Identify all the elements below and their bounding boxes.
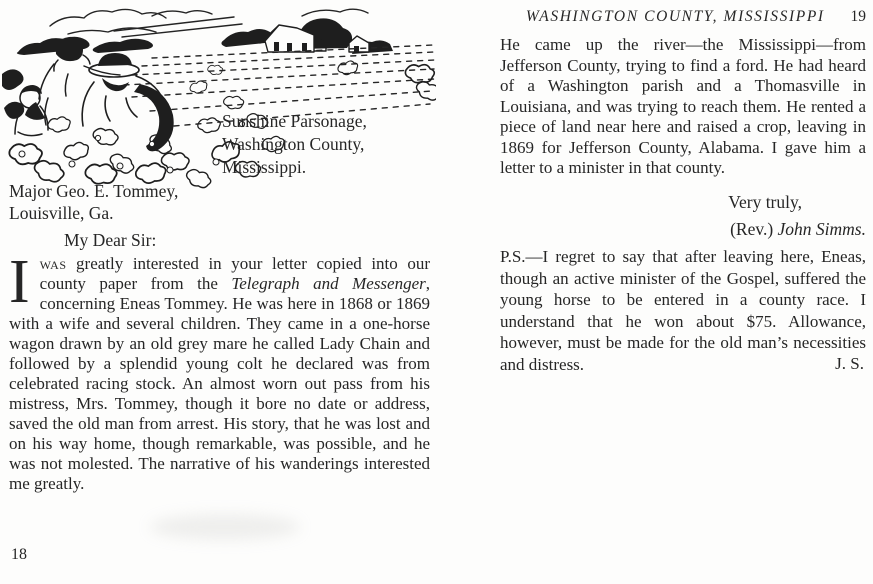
cotton-field-illustration [2,4,436,190]
postscript-initials: J. S. [835,353,864,373]
letter-body [9,248,431,494]
scan-smudge [150,514,300,540]
letter-continuation-paragraph: He came up the river—the Mississippi—from Jefferson County, trying to find a ford. He had heard of a Washington parish and a Thomasville in Louisiana, and was trying to reach them. He rented a piece of land near here and raised a crop, leaving in 1869 for Jefferson County, Alabama. I gave him a letter to a minister in that county. [500,35,866,177]
postscript [500,246,866,375]
running-head-title: WASHINGTON COUNTY, MISSISSIPPI [525,8,825,25]
letter-return-address [222,110,367,179]
signature-name: John Simms. [777,219,866,239]
letter-text-segment: , concerning Eneas Tommey. He was here in 1868 or 1869 with a wife and several children. They came in a one-horse wagon drawn by an old grey mare he called Lady Chain and followed by a splendid young colt he declared was from celebrated racing stock. An almost worn out pass from his mistress, Mrs. Tommey, though it bore no date or address, saved the old man from arrest. His story, that he was lost and on his way home, though remarkable, was possible, and he was not molested. The narrative of his wanderings interested me greatly. [9,274,431,493]
page-number-right: 19 [850,8,866,25]
closing-valediction: Very truly, [728,192,802,212]
signature-prefix: (Rev.) [730,219,778,239]
recipient-line: Major Geo. E. Tommey, [9,181,179,201]
return-address-line: Sunshine Parsonage, [222,111,367,131]
page-right [437,0,873,584]
drop-cap-initial: I [9,248,30,316]
page-number-left: 18 [11,546,27,563]
letter-recipient [9,180,178,224]
return-address-line: Mississippi. [222,157,307,177]
return-address-line: Washington County, [222,134,365,154]
smallcaps-word: was [39,254,67,273]
closing-signature [500,216,866,243]
newspaper-title: Telegraph and Messenger [231,274,426,293]
postscript-text: P.S.—I regret to say that after leaving here, Eneas, though an active minister of the Gospel, suffered the young horse to be entered in a county race. I understand that he won about $75. Allowance, however, must be made for the old man’s necessities and distress. [500,247,866,374]
recipient-line: Louisville, Ga. [9,203,114,223]
letter-salutation: My Dear Sir: [64,230,157,250]
letter-text-segment: greatly interested in your letter copied into our county paper from the [39,254,430,293]
letter-closing [500,189,866,243]
running-head [500,8,866,26]
